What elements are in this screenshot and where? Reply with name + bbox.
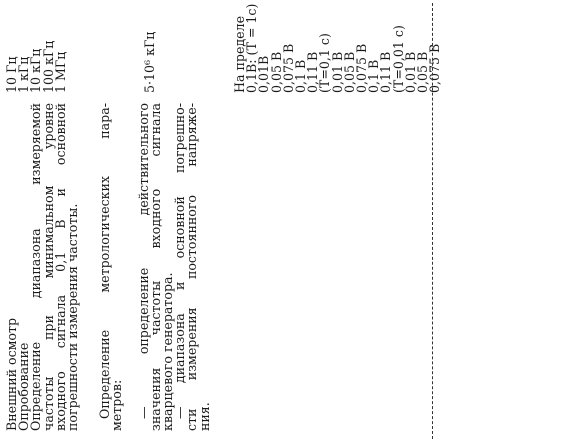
p1-line: погрешности измерения частоты. [65,203,81,431]
p4-line: сти измерения постоянного напряже- [184,103,200,431]
item-external-inspection: Внешний осмотр [4,317,19,431]
p2-line: метров: [109,379,125,431]
p4-justified [186,103,198,431]
frequency-value: 1 кГц [16,56,32,93]
limit-line: (Т=0,01 с) [390,25,406,93]
limit-line: 0,05 В [341,51,357,93]
p1-line: Определение диапазона измеряемой [28,103,44,431]
limit-line: 0,11 В [305,51,321,93]
p3-line: кварцевого генератора. [160,272,176,431]
limit-line: 0,1 В [293,59,309,93]
limit-line: 0,075 В [280,43,296,93]
frequency-value: 10 кГц [28,48,44,93]
p2-line: Определение метрологических пара- [97,103,113,419]
limit-line: 0,11 В [378,51,394,93]
limit-line: 0,01 В [329,51,345,93]
limit-line: 0,1 В [366,59,382,93]
p4-line: — диапазона и основной погрешно- [172,103,188,419]
limit-line: 0,05 В [268,51,284,93]
crystal-frequency [144,32,156,93]
p1-line: частоты при минимальном уровне [40,103,56,431]
procedure-column [6,103,211,431]
table-divider [432,3,433,439]
voltage-limits-list [234,4,441,93]
paragraph-frequency-range [30,103,67,431]
item-testing: Опробование [16,342,32,431]
limit-line: 0,075 В [427,43,443,93]
limit-line: 0,075 В [354,43,370,93]
limit-line: 0,05 В [415,51,431,93]
limit-line: 0,1В: (Т = 1с) [244,3,260,93]
crystal-value: 5·10⁶ кГц [142,31,157,93]
frequency-list [6,41,67,93]
limit-line: На пределе [232,15,247,93]
limit-line: (Т=0,1 с) [317,33,333,93]
p3-line: значения частоты входного сигнала [147,103,163,431]
limit-line: 0,01 В [402,51,418,93]
frequency-value: 100 кГц [40,40,56,93]
frequency-value: 10 Гц [4,56,19,93]
limit-line: 0,01В [256,55,272,93]
frequency-value: 1 МГц [52,51,68,93]
p3-line: — определение действительного [135,103,151,419]
p1-line: входного сигнала 0,1 В и основной [52,103,68,431]
p4-line: ния. [196,402,212,431]
